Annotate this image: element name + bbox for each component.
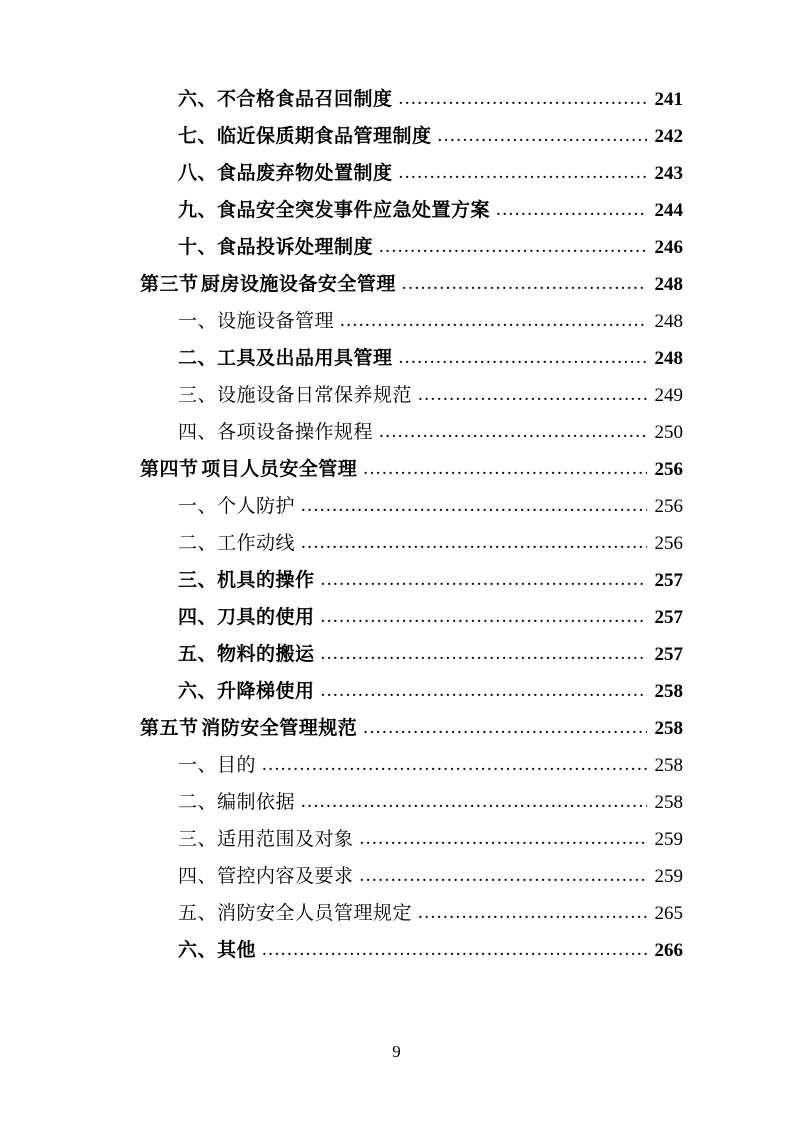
toc-entry[interactable] — [110, 719, 683, 756]
toc-entry-title: 个人防护 — [217, 496, 296, 517]
toc-leader-dots — [321, 570, 647, 589]
toc-entry-marker: 六、 — [178, 681, 218, 702]
toc-entry-page-number: 258 — [654, 755, 683, 776]
toc-entry-marker: 第三节 — [140, 274, 199, 295]
toc-entry-page-number: 265 — [654, 903, 683, 924]
toc-entry-page-number: 258 — [654, 681, 683, 702]
toc-entry-page-number: 266 — [654, 940, 683, 961]
toc-entry-marker: 五、 — [178, 644, 218, 665]
toc-entry-marker: 四、 — [178, 422, 218, 443]
toc-entry-title: 工具及出品用具管理 — [217, 348, 393, 369]
toc-entry-title: 工作动线 — [217, 533, 296, 554]
toc-leader-dots — [363, 718, 647, 737]
toc-leader-dots — [321, 681, 647, 700]
toc-entry[interactable] — [110, 497, 683, 534]
toc-entry-page-number: 258 — [654, 718, 683, 739]
table-of-contents — [110, 90, 683, 978]
toc-entry-title: 消防安全人员管理规定 — [217, 903, 413, 924]
toc-entry-marker: 四、 — [178, 607, 218, 628]
toc-entry-title: 厨房设施设备安全管理 — [200, 274, 396, 295]
toc-entry-marker: 二、 — [178, 792, 218, 813]
toc-leader-dots — [402, 274, 647, 293]
toc-entry-page-number: 257 — [654, 644, 683, 665]
toc-entry-marker: 三、 — [178, 570, 218, 591]
toc-leader-dots — [363, 459, 647, 478]
toc-leader-dots — [399, 348, 647, 367]
toc-leader-dots — [301, 792, 647, 811]
toc-entry-marker: 七、 — [178, 126, 218, 147]
toc-leader-dots — [438, 126, 647, 145]
toc-entry[interactable] — [110, 608, 683, 645]
toc-entry-marker: 十、 — [178, 237, 218, 258]
toc-entry-title: 其他 — [217, 940, 257, 961]
toc-leader-dots — [379, 237, 647, 256]
toc-entry-title: 食品投诉处理制度 — [217, 237, 374, 258]
toc-leader-dots — [496, 200, 647, 219]
toc-entry-marker: 三、 — [178, 829, 218, 850]
toc-leader-dots — [340, 311, 647, 330]
toc-entry-title: 目的 — [217, 755, 257, 776]
toc-entry[interactable] — [110, 941, 683, 978]
toc-entry-title: 机具的操作 — [217, 570, 315, 591]
toc-entry[interactable] — [110, 349, 683, 386]
toc-entry[interactable] — [110, 127, 683, 164]
toc-entry-marker: 五、 — [178, 903, 218, 924]
toc-entry[interactable] — [110, 423, 683, 460]
toc-entry[interactable] — [110, 164, 683, 201]
toc-leader-dots — [301, 533, 647, 552]
toc-entry-page-number: 248 — [654, 311, 683, 332]
toc-entry-page-number: 243 — [654, 163, 683, 184]
toc-entry[interactable] — [110, 645, 683, 682]
toc-entry-marker: 一、 — [178, 311, 218, 332]
toc-entry[interactable] — [110, 312, 683, 349]
toc-leader-dots — [321, 607, 647, 626]
toc-entry-marker: 二、 — [178, 348, 218, 369]
toc-entry[interactable] — [110, 867, 683, 904]
toc-entry-marker: 四、 — [178, 866, 218, 887]
toc-entry-page-number: 242 — [654, 126, 683, 147]
toc-entry-marker: 六、 — [178, 89, 218, 110]
toc-entry[interactable] — [110, 793, 683, 830]
toc-entry-title: 各项设备操作规程 — [217, 422, 374, 443]
toc-entry[interactable] — [110, 275, 683, 312]
toc-entry-title: 刀具的使用 — [217, 607, 315, 628]
toc-entry-marker: 第四节 — [140, 459, 199, 480]
toc-entry-page-number: 241 — [654, 89, 683, 110]
toc-entry-marker: 一、 — [178, 496, 218, 517]
toc-entry-page-number: 250 — [654, 422, 683, 443]
toc-entry[interactable] — [110, 386, 683, 423]
toc-entry-page-number: 257 — [654, 607, 683, 628]
toc-entry[interactable] — [110, 460, 683, 497]
toc-entry-title: 设施设备管理 — [217, 311, 335, 332]
toc-entry-marker: 九、 — [178, 200, 218, 221]
toc-entry[interactable] — [110, 90, 683, 127]
toc-entry-page-number: 248 — [654, 348, 683, 369]
toc-entry-page-number: 257 — [654, 570, 683, 591]
toc-entry-page-number: 248 — [654, 274, 683, 295]
toc-leader-dots — [262, 755, 647, 774]
toc-entry-title: 食品废弃物处置制度 — [217, 163, 393, 184]
toc-leader-dots — [321, 644, 647, 663]
toc-entry-page-number: 258 — [654, 792, 683, 813]
toc-leader-dots — [262, 940, 647, 959]
toc-entry[interactable] — [110, 238, 683, 275]
toc-leader-dots — [360, 866, 647, 885]
toc-entry[interactable] — [110, 682, 683, 719]
toc-entry-marker: 第五节 — [140, 718, 199, 739]
toc-entry[interactable] — [110, 830, 683, 867]
toc-entry-page-number: 256 — [654, 496, 683, 517]
toc-entry[interactable] — [110, 756, 683, 793]
toc-entry-page-number: 256 — [654, 459, 683, 480]
toc-entry[interactable] — [110, 904, 683, 941]
page-number-footer: 9 — [392, 1042, 401, 1061]
toc-entry[interactable] — [110, 201, 683, 238]
toc-entry-title: 项目人员安全管理 — [201, 459, 358, 480]
toc-entry-marker: 二、 — [178, 533, 218, 554]
toc-entry-marker: 三、 — [178, 385, 218, 406]
toc-entry-title: 升降梯使用 — [217, 681, 315, 702]
toc-entry-title: 消防安全管理规范 — [201, 718, 358, 739]
toc-leader-dots — [360, 829, 647, 848]
toc-entry[interactable] — [110, 571, 683, 608]
toc-entry-title: 编制依据 — [217, 792, 296, 813]
toc-leader-dots — [399, 89, 647, 108]
toc-leader-dots — [399, 163, 647, 182]
toc-entry-page-number: 246 — [654, 237, 683, 258]
toc-entry-title: 物料的搬运 — [217, 644, 315, 665]
toc-leader-dots — [379, 422, 647, 441]
toc-entry-page-number: 249 — [654, 385, 683, 406]
toc-leader-dots — [301, 496, 647, 515]
toc-entry[interactable] — [110, 534, 683, 571]
toc-entry-page-number: 259 — [654, 829, 683, 850]
toc-entry-marker: 八、 — [178, 163, 218, 184]
toc-leader-dots — [418, 385, 647, 404]
toc-entry-title: 适用范围及对象 — [217, 829, 354, 850]
toc-entry-page-number: 259 — [654, 866, 683, 887]
toc-entry-marker: 一、 — [178, 755, 218, 776]
toc-entry-title: 不合格食品召回制度 — [217, 89, 393, 110]
toc-entry-title: 管控内容及要求 — [217, 866, 354, 887]
toc-entry-title: 临近保质期食品管理制度 — [217, 126, 432, 147]
toc-entry-title: 食品安全突发事件应急处置方案 — [217, 200, 491, 221]
toc-leader-dots — [418, 903, 647, 922]
toc-entry-page-number: 256 — [654, 533, 683, 554]
toc-entry-page-number: 244 — [654, 200, 683, 221]
toc-entry-marker: 六、 — [178, 940, 218, 961]
toc-entry-title: 设施设备日常保养规范 — [217, 385, 413, 406]
